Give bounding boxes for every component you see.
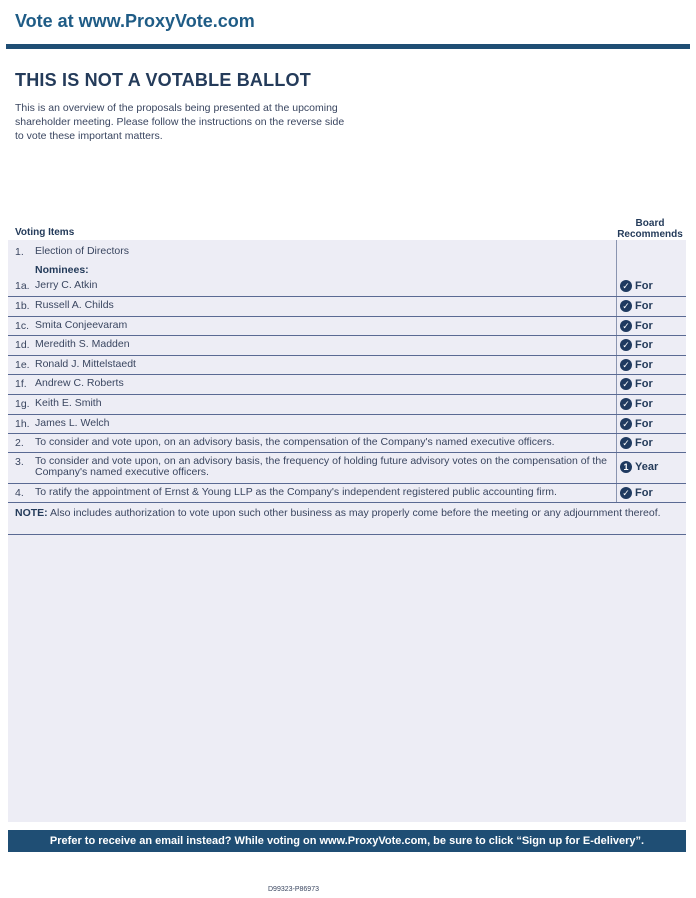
recommendation-label: For	[635, 378, 653, 390]
check-icon: ✓	[620, 437, 632, 449]
recommendation	[620, 437, 653, 449]
item-text: Russell A. Childs	[35, 299, 114, 311]
recommendation-label: For	[635, 300, 653, 312]
item-row-1f	[8, 374, 686, 395]
item-number: 1f.	[15, 378, 27, 390]
item-row-1g	[8, 394, 686, 415]
recommendation	[620, 359, 653, 371]
item-text: Ronald J. Mittelstaedt	[35, 358, 136, 370]
item-number: 1a.	[15, 280, 30, 292]
recommendation-label: For	[635, 418, 653, 430]
intro-text: This is an overview of the proposals being presented at the upcoming shareholder meeting. Please follow the instructions on the reverse side to vote these important matters.	[15, 102, 345, 142]
note-label: NOTE:	[15, 507, 48, 519]
item-text: James L. Welch	[35, 417, 110, 429]
item-row-1b	[8, 296, 686, 317]
check-icon: ✓	[620, 320, 632, 332]
edelivery-banner: Prefer to receive an email instead? While voting on www.ProxyVote.com, be sure to click “Sign up for E-delivery”.	[8, 830, 686, 852]
recommendation-label: For	[635, 320, 653, 332]
recommendation	[620, 320, 653, 332]
check-icon: ✓	[620, 339, 632, 351]
item-text: To ratify the appointment of Ernst & Young LLP as the Company's independent registered public accounting firm.	[35, 486, 557, 498]
recommendation	[620, 487, 653, 499]
item-text: Jerry C. Atkin	[35, 279, 98, 291]
item-text: Election of Directors	[35, 245, 129, 257]
recommendation	[620, 378, 653, 390]
header-title: Vote at www.ProxyVote.com	[15, 11, 255, 31]
item-number: 2.	[15, 437, 24, 449]
header-rule	[6, 44, 690, 49]
recommendation	[620, 300, 653, 312]
item-number: 1e.	[15, 359, 30, 371]
recommendation	[620, 398, 653, 410]
item-row-1c	[8, 316, 686, 336]
note-rule	[8, 534, 686, 535]
item-row-1h	[8, 414, 686, 434]
check-icon: ✓	[620, 280, 632, 292]
item-text: Andrew C. Roberts	[35, 377, 124, 389]
recommendation-label: For	[635, 487, 653, 499]
check-icon: ✓	[620, 398, 632, 410]
item-number: 1b.	[15, 300, 30, 312]
item-number: 1.	[15, 246, 24, 258]
recommendation-label: For	[635, 398, 653, 410]
nominees-label: Nominees:	[35, 264, 89, 276]
item-text: To consider and vote upon, on an advisory basis, the frequency of holding future advisory votes on the compensation of the Company's named executive officers.	[35, 455, 608, 478]
item-text: To consider and vote upon, on an advisory basis, the compensation of the Company's named executive officers.	[35, 436, 555, 448]
item-row-2	[8, 433, 686, 453]
board-recommends-header: Board Recommends	[617, 218, 683, 240]
note	[15, 507, 670, 519]
item-text: Meredith S. Madden	[35, 338, 130, 350]
recommendation	[620, 418, 653, 430]
note-text: Also includes authorization to vote upon such other business as may properly come before the meeting or any adjournment thereof.	[50, 507, 661, 519]
recommendation-label: Year	[635, 461, 659, 473]
check-icon: ✓	[620, 487, 632, 499]
recommendation	[620, 461, 658, 473]
item-number: 1c.	[15, 320, 30, 332]
check-icon: ✓	[620, 378, 632, 390]
check-icon: ✓	[620, 418, 632, 430]
item-row-4	[8, 483, 686, 503]
item-number: 4.	[15, 487, 24, 499]
item-text: Smita Conjeevaram	[35, 319, 128, 331]
recommendation	[620, 339, 653, 351]
item-row-1e	[8, 355, 686, 375]
item-number: 1h.	[15, 418, 30, 430]
footer-code: D99323-P86973	[268, 886, 319, 893]
voting-items-header: Voting Items	[15, 227, 75, 238]
recommendation	[620, 280, 653, 292]
check-icon: ✓	[620, 359, 632, 371]
recommendation-label: For	[635, 280, 653, 292]
recommendation-label: For	[635, 339, 653, 351]
item-number: 3.	[15, 456, 24, 468]
item-number: 1g.	[15, 398, 30, 410]
recommendation-label: For	[635, 359, 653, 371]
item-row-1d	[8, 335, 686, 356]
page-title: THIS IS NOT A VOTABLE BALLOT	[15, 70, 311, 90]
item-row-3	[8, 452, 686, 484]
one-icon: 1	[620, 461, 632, 473]
item-text: Keith E. Smith	[35, 397, 102, 409]
check-icon: ✓	[620, 300, 632, 312]
item-row-1	[8, 240, 686, 276]
item-number: 1d.	[15, 339, 30, 351]
recommendation-label: For	[635, 437, 653, 449]
item-row-1a	[8, 276, 686, 297]
